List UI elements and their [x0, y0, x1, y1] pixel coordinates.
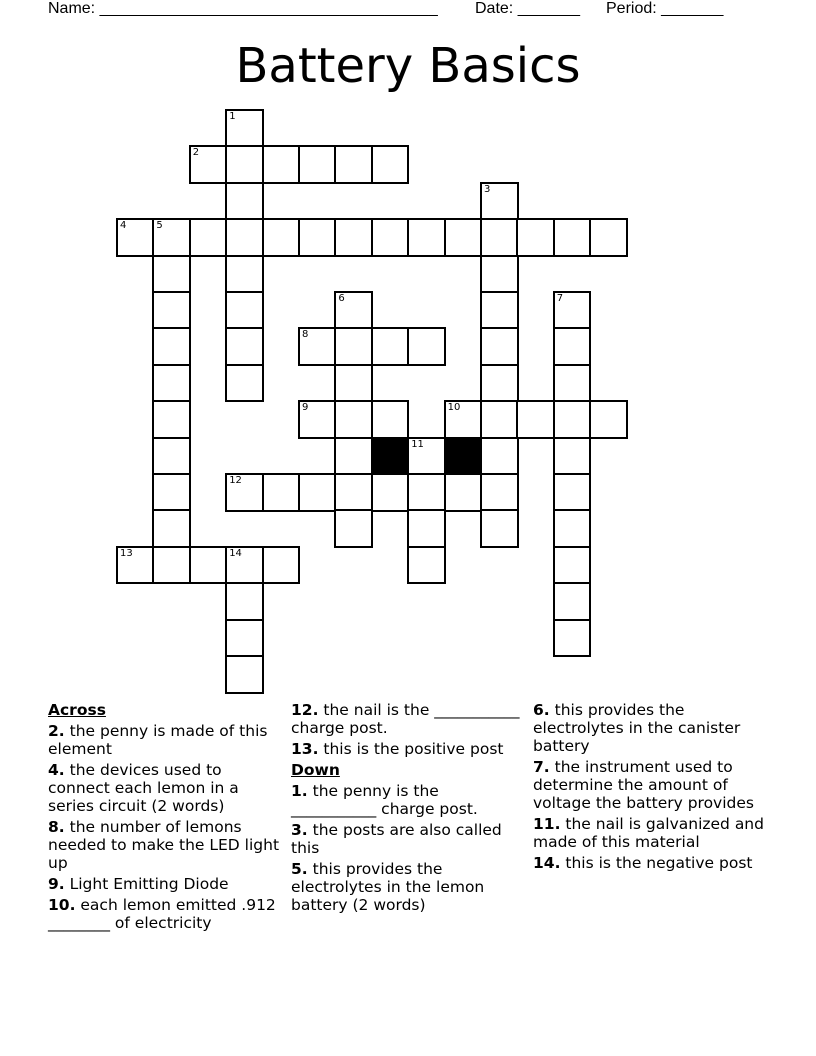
grid-cell[interactable]: [298, 145, 337, 184]
clue-number-label: 1.: [291, 782, 308, 800]
clue-number-label: 8.: [48, 818, 65, 836]
clue-number-label: 11.: [533, 815, 561, 833]
grid-cell[interactable]: [480, 255, 519, 294]
clue-number: 8: [302, 329, 309, 341]
clue-text: the nail is galvanized and made of this material: [533, 815, 764, 851]
grid-cell[interactable]: [407, 327, 446, 366]
clues-column-2: [291, 701, 527, 917]
clue-number: 12: [229, 475, 242, 486]
clue-number: 4: [120, 220, 127, 232]
grid-cell[interactable]: [225, 473, 264, 512]
grid-cell[interactable]: [334, 400, 373, 439]
grid-cell[interactable]: [152, 327, 191, 366]
grid-cell[interactable]: [553, 364, 592, 403]
clue-number: 6: [338, 293, 345, 304]
grid-cell[interactable]: [225, 218, 264, 257]
clue-number-label: 6.: [533, 701, 550, 719]
grid-cell[interactable]: [407, 546, 446, 585]
grid-cell[interactable]: [298, 473, 337, 512]
grid-cell[interactable]: [225, 364, 264, 403]
clue: [48, 722, 286, 758]
across-heading: Across: [48, 701, 106, 719]
grid-cell[interactable]: [152, 364, 191, 403]
clue-text: the penny is made of this element: [48, 722, 268, 758]
clue-text: Light Emitting Diode: [64, 875, 229, 893]
clue: [291, 782, 527, 818]
grid-cell[interactable]: [371, 473, 410, 512]
grid-cell[interactable]: [298, 218, 337, 257]
grid-cell[interactable]: [225, 145, 264, 184]
grid-cell[interactable]: [444, 473, 483, 512]
grid-cell[interactable]: [444, 218, 483, 257]
clue-number: 1: [229, 111, 236, 122]
clue-text: this provides the electrolytes in the lemon battery (2 words): [291, 860, 485, 914]
grid-cell[interactable]: [152, 473, 191, 512]
grid-cell[interactable]: [334, 473, 373, 512]
grid-cell[interactable]: [480, 473, 519, 512]
down-clue-list-continued: [533, 701, 773, 872]
grid-cell[interactable]: [334, 327, 373, 366]
clue-number-label: 2.: [48, 722, 65, 740]
grid-cell[interactable]: [553, 437, 592, 476]
clue-text: this is the negative post: [560, 854, 753, 872]
clue-number: 14: [229, 547, 242, 559]
grid-cell[interactable]: [480, 182, 519, 221]
grid-cell[interactable]: [334, 437, 373, 476]
grid-cell[interactable]: [225, 255, 264, 294]
down-clue-list: [291, 782, 527, 914]
clue-number: 2: [192, 147, 200, 159]
grid-cell[interactable]: [553, 473, 592, 512]
clue-number: 10: [447, 402, 461, 414]
clue-text: the posts are also called this: [291, 821, 502, 857]
grid-cell[interactable]: [516, 400, 555, 439]
grid-cell[interactable]: [480, 218, 519, 257]
clue: [533, 854, 773, 872]
grid-cell[interactable]: [480, 327, 519, 366]
clue: [291, 740, 527, 758]
grid-cell[interactable]: [407, 473, 446, 512]
clue-text: the nail is the ___________ charge post.: [291, 701, 520, 737]
clue-text: the penny is the ___________ charge post.: [291, 782, 478, 818]
grid-cell[interactable]: [480, 509, 519, 548]
clue: [533, 758, 773, 812]
grid-cell[interactable]: [334, 218, 373, 257]
clue: [48, 896, 286, 932]
grid-cell[interactable]: [152, 400, 191, 439]
clue-number: 3: [484, 183, 491, 195]
clue-number-label: 3.: [291, 821, 308, 839]
grid-cell[interactable]: [334, 509, 373, 548]
clue-number: 7: [556, 293, 564, 304]
clue-number-label: 10.: [48, 896, 76, 914]
grid-cell[interactable]: [225, 182, 264, 221]
grid-cell[interactable]: [480, 400, 519, 439]
grid-cell[interactable]: [225, 291, 264, 330]
grid-block: [444, 437, 483, 476]
clue-number-label: 14.: [533, 854, 561, 872]
grid-cell[interactable]: [407, 509, 446, 548]
clue-text: the devices used to connect each lemon in a series circuit (2 words): [48, 761, 239, 815]
grid-cell[interactable]: [152, 437, 191, 476]
across-clue-list: [48, 722, 286, 932]
clue: [291, 860, 527, 914]
puzzle-title: Battery Basics: [235, 38, 581, 94]
clue-number-label: 12.: [291, 701, 319, 719]
grid-cell[interactable]: [553, 546, 592, 585]
clue-text: this is the positive post: [318, 740, 504, 758]
grid-cell[interactable]: [262, 473, 301, 512]
grid-cell[interactable]: [589, 218, 628, 257]
grid-cell[interactable]: [225, 655, 264, 694]
grid-cell[interactable]: [553, 400, 592, 439]
clue: [48, 875, 286, 893]
grid-cell[interactable]: [334, 145, 373, 184]
clue-number: 13: [120, 547, 133, 559]
grid-cell[interactable]: [371, 400, 410, 439]
clues-column-1: [48, 701, 286, 935]
clue: [533, 815, 773, 851]
clue: [48, 818, 286, 872]
clue: [291, 701, 527, 737]
grid-cell[interactable]: [407, 218, 446, 257]
clue-number-label: 7.: [533, 758, 550, 776]
grid-cell[interactable]: [371, 218, 410, 257]
clues-column-3: [533, 701, 773, 875]
clue-number-label: 13.: [291, 740, 319, 758]
grid-cell[interactable]: [371, 327, 410, 366]
grid-cell[interactable]: [553, 218, 592, 257]
grid-cell[interactable]: [444, 400, 483, 439]
clue-number: 11: [411, 438, 424, 450]
grid-cell[interactable]: [298, 400, 337, 439]
clue-text: this provides the electrolytes in the canister battery: [533, 701, 741, 755]
name-field[interactable]: Name: ______________________________________: [48, 0, 438, 17]
across-clue-list-continued: [291, 701, 527, 758]
clue-number-label: 9.: [48, 875, 65, 893]
grid-cell[interactable]: [189, 546, 228, 585]
grid-cell[interactable]: [553, 582, 592, 621]
grid-cell[interactable]: [152, 509, 191, 548]
grid-cell[interactable]: [116, 546, 155, 585]
grid-cell[interactable]: [225, 619, 264, 658]
grid-block: [371, 437, 410, 476]
grid-cell[interactable]: [371, 145, 410, 184]
grid-cell[interactable]: [516, 218, 555, 257]
grid-cell[interactable]: [553, 509, 592, 548]
clue-number-label: 5.: [291, 860, 308, 878]
clue: [533, 701, 773, 755]
grid-cell[interactable]: [480, 291, 519, 330]
grid-cell[interactable]: [116, 218, 155, 257]
clue-text: the instrument used to determine the amount of voltage the battery provides: [533, 758, 754, 812]
grid-cell[interactable]: [152, 291, 191, 330]
clue-number: 5: [156, 220, 163, 232]
grid-cell[interactable]: [225, 582, 264, 621]
grid-cell[interactable]: [334, 364, 373, 403]
clue-text: the number of lemons needed to make the LED light up: [48, 818, 280, 872]
grid-cell[interactable]: [152, 255, 191, 294]
grid-cell[interactable]: [480, 437, 519, 476]
period-field[interactable]: Period: _______: [606, 0, 724, 17]
grid-cell[interactable]: [334, 291, 373, 330]
clue-text: each lemon emitted .912 ________ of electricity: [48, 896, 276, 932]
grid-cell[interactable]: [553, 327, 592, 366]
date-field[interactable]: Date: _______: [475, 0, 580, 17]
grid-cell[interactable]: [589, 400, 628, 439]
grid-cell[interactable]: [298, 327, 337, 366]
grid-cell[interactable]: [262, 145, 301, 184]
grid-cell[interactable]: [152, 546, 191, 585]
grid-cell[interactable]: [553, 291, 592, 330]
grid-cell[interactable]: [407, 437, 446, 476]
clue: [48, 761, 286, 815]
grid-cell[interactable]: [225, 109, 264, 148]
clue: [291, 821, 527, 857]
grid-cell[interactable]: [225, 327, 264, 366]
grid-cell[interactable]: [553, 619, 592, 658]
grid-cell[interactable]: [152, 218, 191, 257]
grid-cell[interactable]: [480, 364, 519, 403]
grid-cell[interactable]: [189, 145, 228, 184]
grid-cell[interactable]: [262, 546, 301, 585]
clue-number-label: 4.: [48, 761, 65, 779]
grid-cell[interactable]: [225, 546, 264, 585]
clue-number: 9: [302, 402, 309, 414]
grid-cell[interactable]: [262, 218, 301, 257]
down-heading: Down: [291, 761, 340, 779]
grid-cell[interactable]: [189, 218, 228, 257]
